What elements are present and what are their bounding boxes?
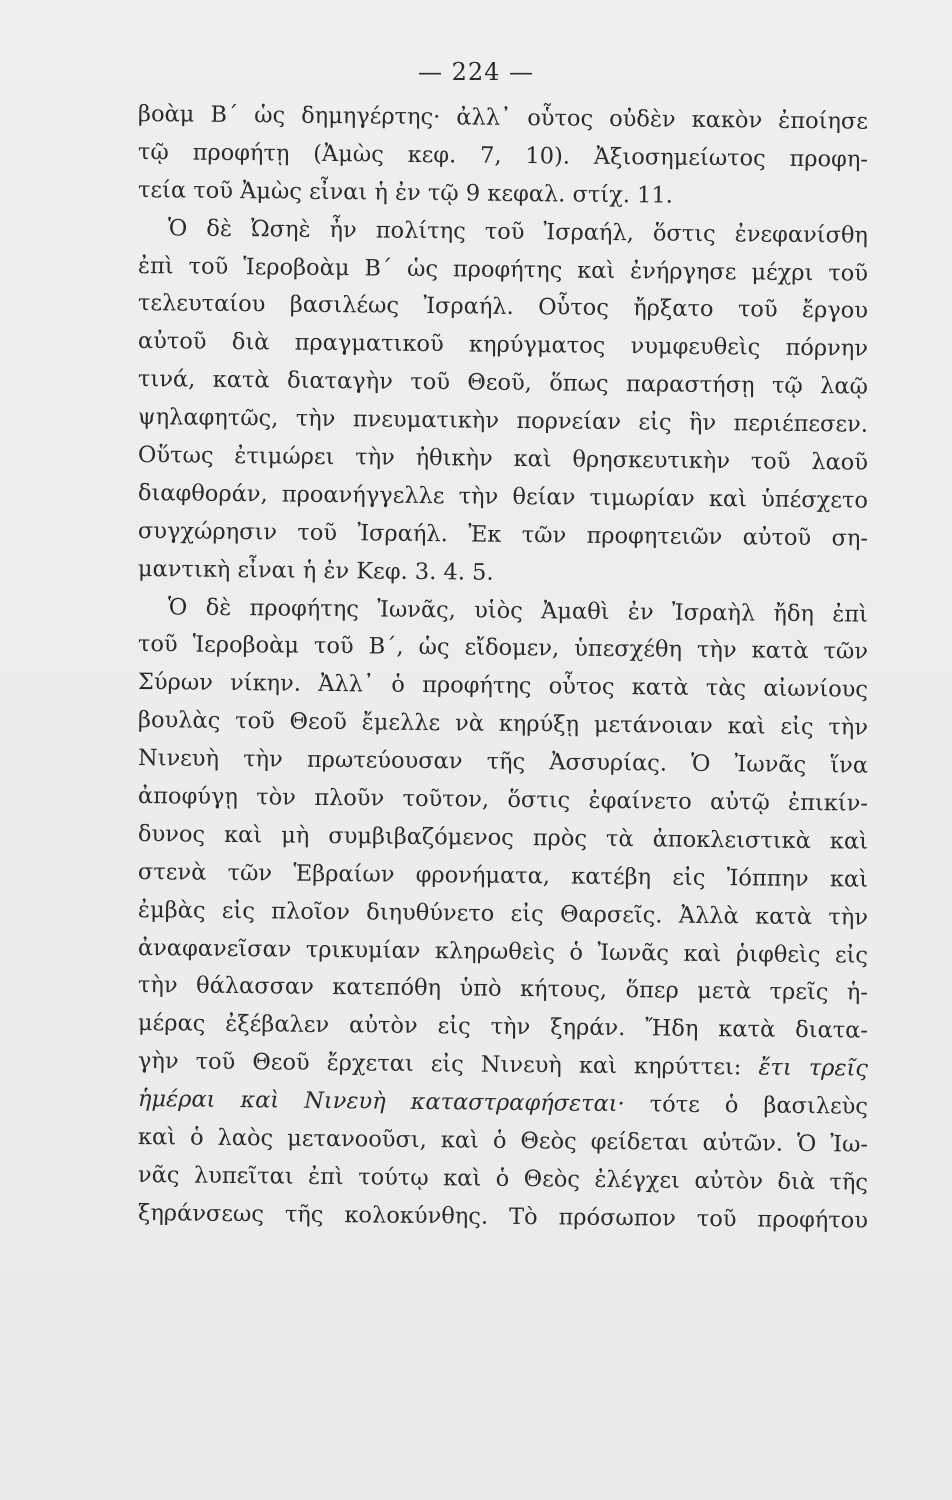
text-line-main: μέρας ἐξέβαλεν αὐτὸν εἰς τὴν ξηράν. Ἤδη κατὰ διατα- — [137, 1010, 869, 1045]
text-line-main: τελευταίου βασιλέως Ἰσραήλ. Οὗτος ἤρξατο τοῦ ἔργου — [137, 290, 869, 325]
text-line-italic: ἔτι τρεῖς — [758, 1054, 869, 1082]
text-line-main: Οὕτως ἐτιμώρει τὴν ἠθικὴν καὶ θρησκευτικὴν τοῦ λαοῦ — [137, 442, 869, 476]
text-line-main: τεία τοῦ Ἀμὼς εἶναι ἡ ἐν τῷ 9 κεφαλ. στίχ. 11. — [137, 176, 674, 209]
text-line-main: βοὰμ Β΄ ὡς δημηγέρτης· ἀλλ᾽ οὗτος οὐδὲν κακὸν ἐποίησε — [137, 101, 869, 135]
text-line-tail: τότε ὁ βασιλεὺς — [649, 1091, 869, 1120]
text-line-main: Ὁ δὲ Ὠσηὲ ἦν πολίτης τοῦ Ἰσραήλ, ὅστις ἐνεφανίσθη — [167, 214, 869, 249]
text-line-main: βουλὰς τοῦ Θεοῦ ἔμελλε νὰ κηρύξῃ μετάνοιαν καὶ εἰς τὴν — [137, 707, 869, 741]
text-line-main: ἡμέραι καὶ Νινευὴ καταστραφήσεται· — [137, 1086, 625, 1118]
text-line-main: διαφθοράν, προανήγγελλε τὴν θείαν τιμωρίαν καὶ ὑπέσχετο — [137, 479, 869, 514]
text-line-main: ἀποφύγῃ τὸν πλοῦν τοῦτον, ὅστις ἐφαίνετο αὐτῷ ἐπικίν- — [137, 783, 869, 817]
text-line-main: ἀναφανεῖσαν τρικυμίαν κληρωθεὶς ὁ Ἰωνᾶς καὶ ῥιφθεὶς εἰς — [137, 934, 869, 969]
text-line-main: συγχώρησιν τοῦ Ἰσραήλ. Ἐκ τῶν προφητειῶν αὐτοῦ ση- — [137, 517, 869, 552]
text-line-main: τινά, κατὰ διαταγὴν τοῦ Θεοῦ, ὅπως παραστήσῃ τῷ λαῷ — [137, 366, 869, 400]
text-line-main: μαντικὴ εἶναι ἡ ἐν Κεφ. 3. 4. 5. — [137, 555, 494, 586]
text-line-main: ψηλαφητῶς, τὴν πνευματικὴν πορνείαν εἰς ἣν περιέπεσεν. — [137, 404, 869, 438]
text-line-main: αὐτοῦ διὰ πραγματικοῦ κηρύγματος νυμφευθεὶς πόρνην — [137, 328, 869, 362]
text-line-main: ἐμβὰς εἰς πλοῖον διηυθύνετο εἰς Θαρσεῖς. Ἀλλὰ κατὰ τὴν — [137, 896, 869, 931]
page-number: — 224 — — [417, 58, 535, 86]
text-line-main: στενὰ τῶν Ἑβραίων φρονήματα, κατέβη εἰς Ἰόππην καὶ — [137, 858, 869, 893]
text-line — [138, 1195, 868, 1241]
text-line-main: Σύρων νίκην. Ἀλλ᾽ ὁ προφήτης οὗτος κατὰ τὰς αἰωνίους — [137, 669, 869, 704]
text-line-main: Νινευὴ τὴν πρωτεύουσαν τῆς Ἀσσυρίας. Ὁ Ἰωνᾶς ἵνα — [137, 745, 869, 779]
text-line-main: Ὁ δὲ προφήτης Ἰωνᾶς, υἱὸς Ἀμαθὶ ἐν Ἰσραὴλ ἤδη ἐπὶ — [167, 593, 869, 628]
text-line-main: τὴν θάλασσαν κατεπόθη ὑπὸ κήτους, ὅπερ μετὰ τρεῖς ἡ- — [137, 972, 869, 1007]
text-line-main: γὴν τοῦ Θεοῦ ἔρχεται εἰς Νινευὴ καὶ κηρύττει: — [137, 1048, 742, 1081]
text-line-main: τοῦ Ἱεροβοὰμ τοῦ Β΄, ὡς εἴδομεν, ὑπεσχέθη τὴν κατὰ τῶν — [137, 631, 869, 666]
text-line-main: δυνος καὶ μὴ συμβιβαζόμενος πρὸς τὰ ἀποκλειστικὰ καὶ — [137, 820, 869, 855]
text-line-main: τῷ προφήτῃ (Ἀμὼς κεφ. 7, 10). Ἀξιοσημείωτος προφη- — [137, 138, 869, 173]
text-line-main: καὶ ὁ λαὸς μετανοοῦσι, καὶ ὁ Θεὸς φείδεται αὐτῶν. Ὁ Ἰω- — [137, 1124, 869, 1158]
body-text — [138, 96, 868, 1233]
text-line-main: ξηράνσεως τῆς κολοκύνθης. Τὸ πρόσωπον τοῦ προφήτου — [137, 1199, 869, 1234]
text-line-main: ἐπὶ τοῦ Ἱεροβοὰμ Β΄ ὡς προφήτης καὶ ἐνήργησε μέχρι τοῦ — [137, 252, 869, 287]
text-line-main: νᾶς λυπεῖται ἐπὶ τούτῳ καὶ ὁ Θεὸς ἐλέγχει αὐτὸν διὰ τῆς — [137, 1161, 869, 1196]
